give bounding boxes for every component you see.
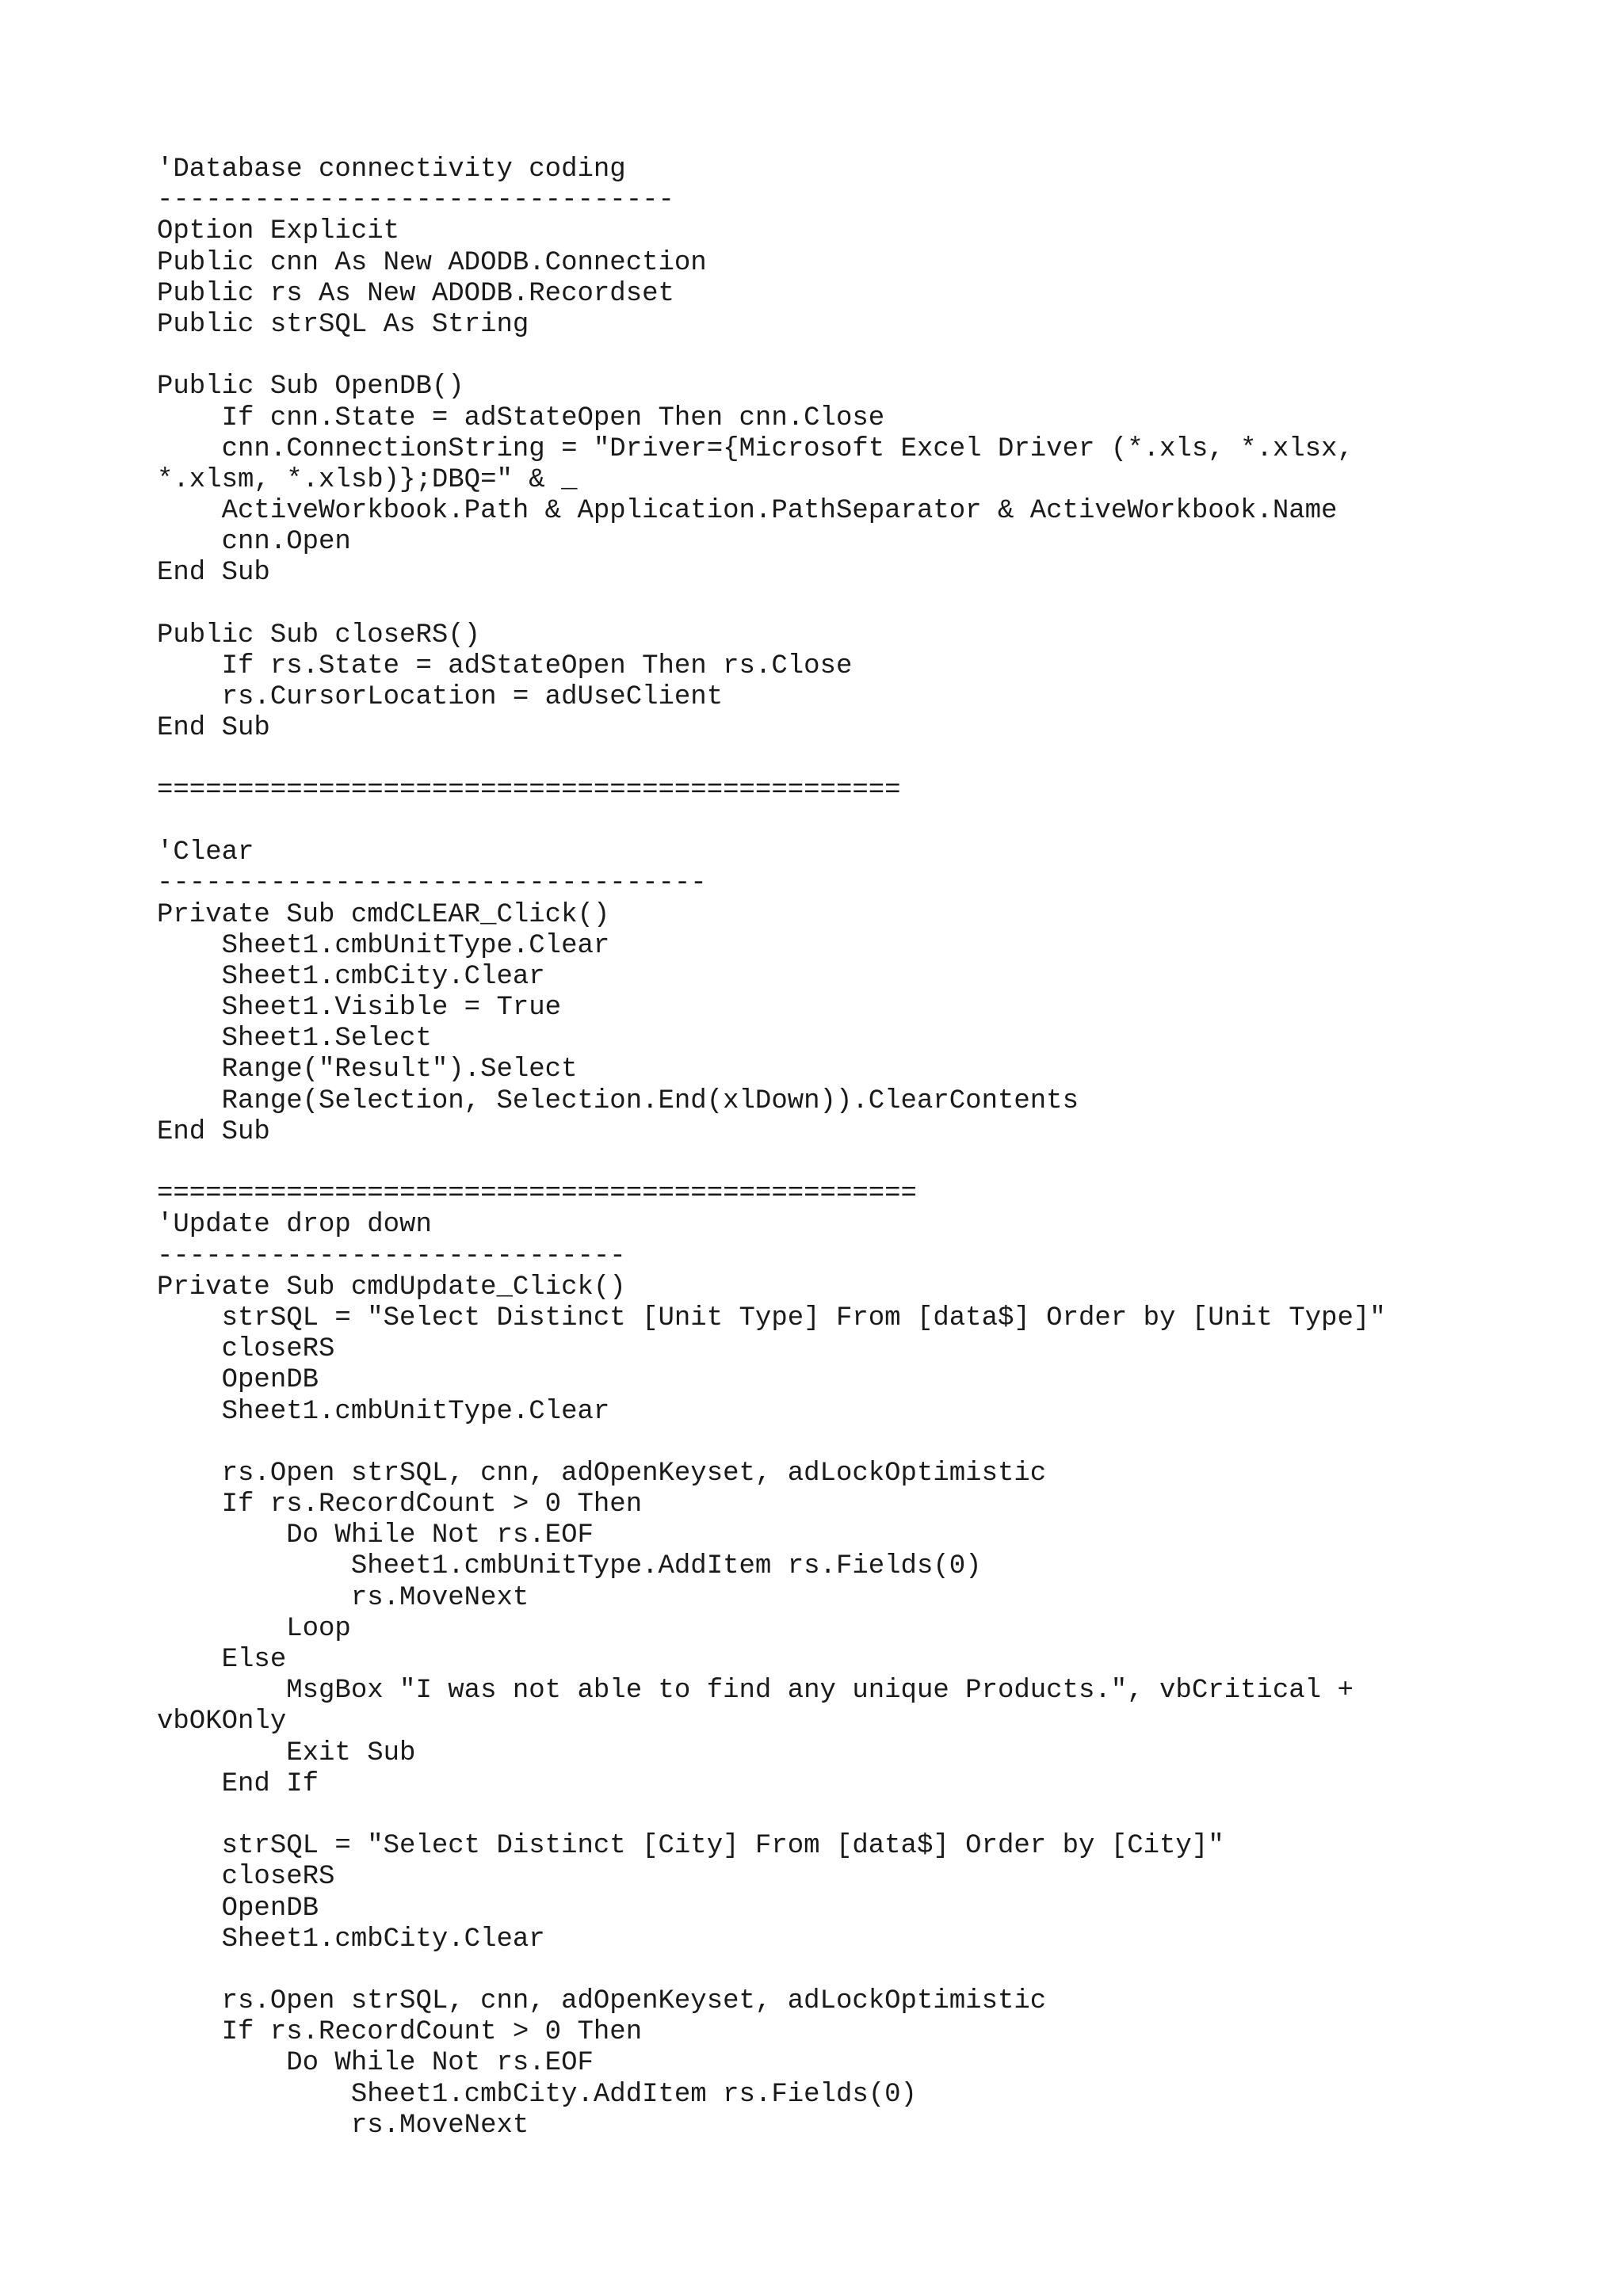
code-line: End Sub <box>157 1116 270 1147</box>
code-line: strSQL = "Select Distinct [Unit Type] From [data$] Order by [Unit Type]" <box>157 1302 1386 1333</box>
code-line <box>157 745 1386 776</box>
code-line <box>157 1148 1386 1179</box>
code-line: Range("Result").Select <box>157 1055 578 1085</box>
code-line <box>157 1800 1386 1831</box>
code-line: 'Update drop down <box>157 1210 432 1241</box>
code-line: Do While Not rs.EOF <box>157 2048 594 2079</box>
code-line: rs.CursorLocation = adUseClient <box>157 682 724 713</box>
code-line: Sheet1.cmbCity.Clear <box>157 1924 545 1955</box>
code-line: vbOKOnly <box>157 1707 287 1737</box>
code-line: rs.Open strSQL, cnn, adOpenKeyset, adLockOptimistic <box>157 1986 1047 2017</box>
code-line: Option Explicit <box>157 216 400 247</box>
code-line: OpenDB <box>157 1893 319 1924</box>
code-line: Public Sub closeRS() <box>157 620 481 650</box>
code-line: Loop <box>157 1613 351 1644</box>
code-line: Sheet1.cmbCity.AddItem rs.Fields(0) <box>157 2079 917 2110</box>
code-line: End If <box>157 1768 319 1799</box>
code-line: Public rs As New ADODB.Recordset <box>157 278 674 309</box>
code-line: closeRS <box>157 1334 335 1365</box>
code-line: cnn.Open <box>157 527 351 558</box>
code-line: cnn.ConnectionString = "Driver={Microsoft Excel Driver (*.xls, *.xlsx, <box>157 433 1354 464</box>
code-line: Public cnn As New ADODB.Connection <box>157 247 707 278</box>
code-line: rs.MoveNext <box>157 1582 529 1613</box>
code-line: 'Clear <box>157 837 254 868</box>
code-line <box>157 807 1386 837</box>
code-line: ============================================== <box>157 775 901 806</box>
code-line <box>157 589 1386 620</box>
code-line <box>157 341 1386 372</box>
code-line: Sheet1.cmbUnitType.Clear <box>157 930 610 961</box>
code-line: rs.Open strSQL, cnn, adOpenKeyset, adLockOptimistic <box>157 1458 1047 1489</box>
code-line <box>157 1955 1386 1986</box>
code-line: Private Sub cmdUpdate_Click() <box>157 1272 626 1302</box>
code-line: Public Sub OpenDB() <box>157 372 464 402</box>
code-line: ---------------------------------- <box>157 868 707 899</box>
code-line: End Sub <box>157 558 270 589</box>
code-line: ----------------------------- <box>157 1241 626 1272</box>
code-block <box>157 154 1386 2142</box>
code-line: Sheet1.cmbUnitType.Clear <box>157 1396 610 1427</box>
code-line: End Sub <box>157 713 270 744</box>
code-line: Sheet1.Visible = True <box>157 993 562 1024</box>
code-line: ActiveWorkbook.Path & Application.PathSeparator & ActiveWorkbook.Name <box>157 496 1338 527</box>
code-line: 'Database connectivity coding <box>157 154 626 185</box>
code-line: Exit Sub <box>157 1737 416 1768</box>
code-line: If rs.RecordCount > 0 Then <box>157 2017 643 2048</box>
code-line: rs.MoveNext <box>157 2110 529 2141</box>
code-line: Do While Not rs.EOF <box>157 1520 594 1551</box>
code-line: Sheet1.Select <box>157 1024 432 1055</box>
code-line: Range(Selection, Selection.End(xlDown)).ClearContents <box>157 1085 1079 1116</box>
code-line: MsgBox "I was not able to find any unique Products.", vbCritical + <box>157 1676 1354 1707</box>
code-line: *.xlsm, *.xlsb)};DBQ=" & _ <box>157 464 578 495</box>
code-line: If rs.RecordCount > 0 Then <box>157 1489 643 1520</box>
code-line: OpenDB <box>157 1365 319 1396</box>
code-line: =============================================== <box>157 1179 917 1210</box>
code-line: strSQL = "Select Distinct [City] From [data$] Order by [City]" <box>157 1831 1224 1862</box>
code-line: closeRS <box>157 1862 335 1893</box>
code-line: Else <box>157 1645 287 1675</box>
code-line: Sheet1.cmbUnitType.AddItem rs.Fields(0) <box>157 1551 982 1582</box>
code-line: -------------------------------- <box>157 185 674 216</box>
code-line: Private Sub cmdCLEAR_Click() <box>157 899 610 930</box>
code-line <box>157 1428 1386 1459</box>
code-line: If rs.State = adStateOpen Then rs.Close <box>157 651 853 681</box>
code-line: If cnn.State = adStateOpen Then cnn.Close <box>157 402 885 433</box>
code-line: Sheet1.cmbCity.Clear <box>157 961 545 992</box>
code-line: Public strSQL As String <box>157 309 529 340</box>
